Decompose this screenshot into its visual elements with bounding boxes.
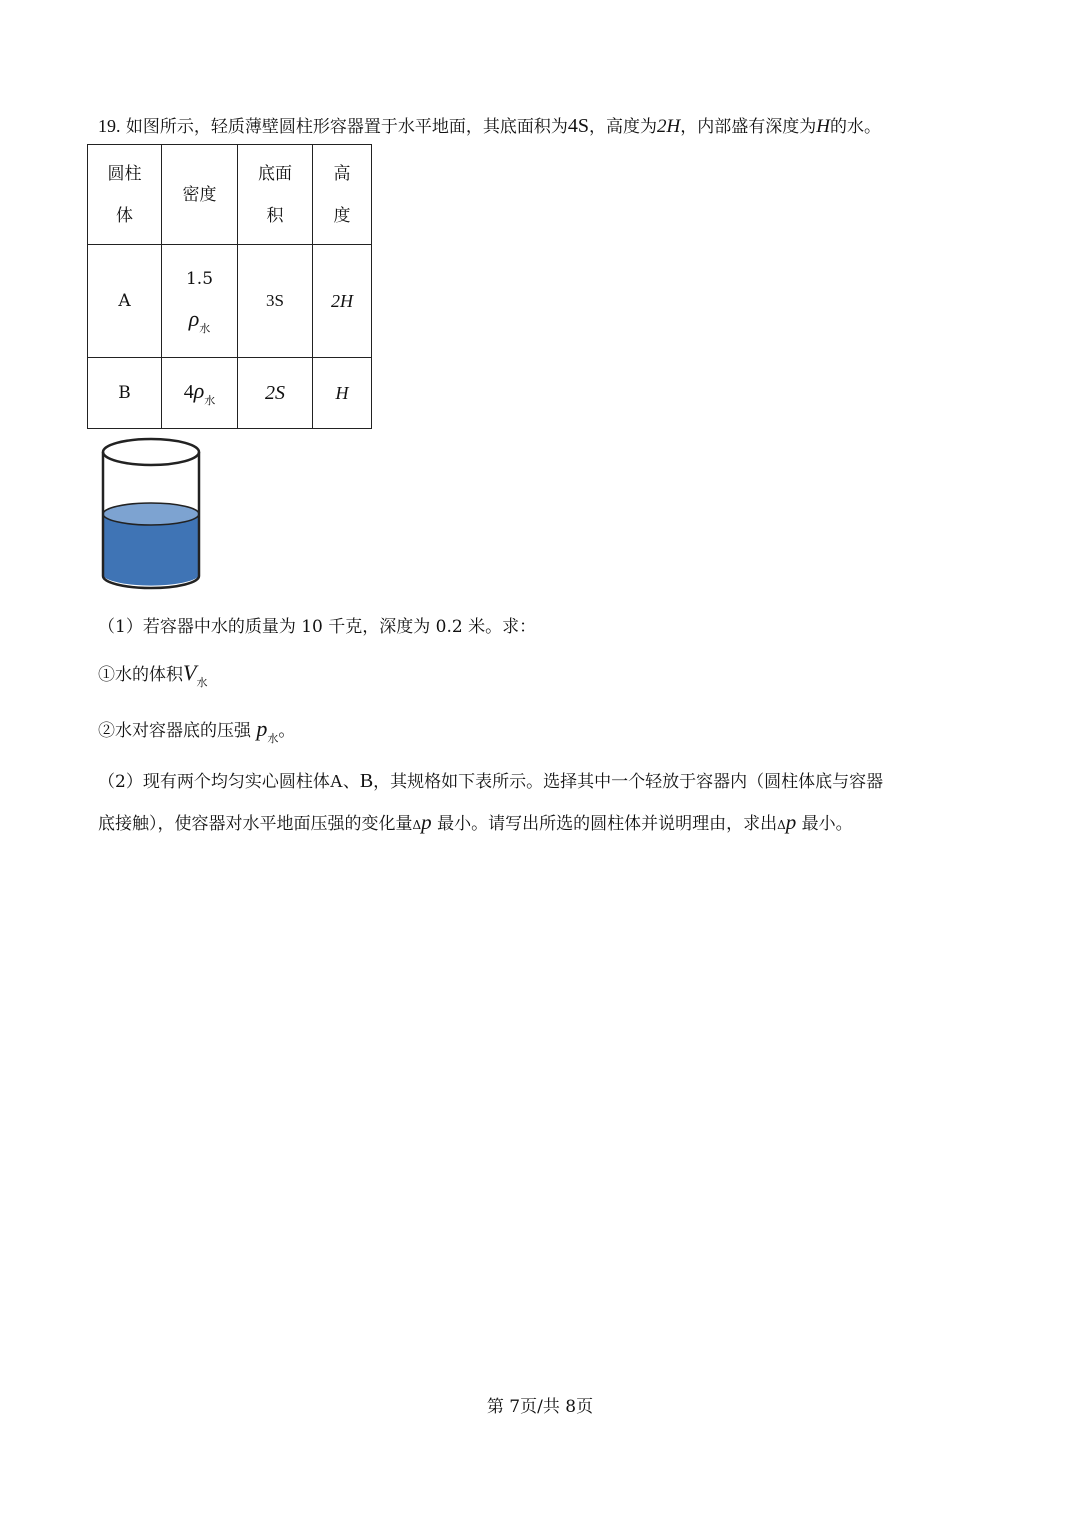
header-density xyxy=(162,145,238,245)
header-cylinder-line1: 圆柱 xyxy=(107,163,142,184)
stem-text: 如图所示，轻质薄壁圆柱形容器置于水平地面，其底面积为 xyxy=(125,117,568,137)
row-b-area: 2S xyxy=(238,358,313,429)
stem-mid2: ，内部盛有深度为 xyxy=(680,117,817,137)
item1-symbol: V xyxy=(183,660,197,685)
item1-prefix: ①水的体积 xyxy=(98,665,183,685)
stem-end: 的水。 xyxy=(830,117,881,137)
part2-line2 xyxy=(98,809,853,835)
row-b-name: B xyxy=(88,358,162,429)
item1-sub: 水 xyxy=(196,676,208,689)
part2-line1-b: ，其规格如下表所示。选择其中一个轻放于容器内（圆柱体底与容器 xyxy=(373,772,884,792)
delta-symbol: Δ xyxy=(412,818,422,832)
item2-end: 。 xyxy=(278,721,296,741)
part2-line1 xyxy=(98,767,883,793)
container-figure xyxy=(100,436,204,596)
item2-symbol: p xyxy=(256,716,268,741)
part1-item1 xyxy=(98,660,208,689)
part2-sep: 、 xyxy=(342,772,360,792)
header-cylinder-line2: 体 xyxy=(116,205,133,226)
p-symbol: p xyxy=(421,810,432,834)
row-a-density-symbol-wrap xyxy=(162,299,237,343)
row-a-density-sub: 水 xyxy=(199,322,211,335)
part2-line1-a: （2）现有两个均匀实心圆柱体 xyxy=(98,772,330,792)
header-area-line2: 积 xyxy=(266,205,284,226)
stem-area: 4S xyxy=(567,115,590,137)
row-a-density-symbol: ρ xyxy=(188,306,200,331)
container-rim xyxy=(103,439,199,465)
item2-sub: 水 xyxy=(267,732,279,745)
row-a-height: 2H xyxy=(313,245,372,358)
table-row xyxy=(88,245,372,358)
part2-line2-a: 底接触），使容器对水平地面压强的变化量 xyxy=(98,814,413,834)
header-cylinder xyxy=(88,145,162,245)
part2-cylinder-a: A xyxy=(329,771,343,791)
row-b-density-coef: 4 xyxy=(183,381,194,403)
stem-height: 2H xyxy=(657,116,681,137)
table-row xyxy=(88,358,372,429)
part1-intro: （1）若容器中水的质量为 10 千克，深度为 0.2 米。求： xyxy=(98,617,537,637)
row-a-density xyxy=(162,245,238,358)
question-number: 19. xyxy=(98,116,121,136)
row-b-density-symbol: ρ xyxy=(193,378,205,403)
row-a-area: 3S xyxy=(238,245,313,358)
row-a-density-coef: 1.5 xyxy=(185,269,214,289)
part1-item2 xyxy=(98,716,296,745)
part2-line2-b: 最小。请写出所选的圆柱体并说明理由，求出 xyxy=(437,814,778,834)
part2-line2-c: 最小。 xyxy=(801,814,853,834)
header-area-line1: 底面 xyxy=(258,163,292,184)
table-header-row xyxy=(88,145,372,245)
part2-cylinder-b: B xyxy=(359,770,374,792)
header-density-text: 密度 xyxy=(182,184,217,205)
header-height-line1: 高 xyxy=(333,163,351,184)
stem-mid: ，高度为 xyxy=(589,117,658,137)
row-b-density xyxy=(162,358,238,429)
header-area xyxy=(238,145,313,245)
header-height-line2: 度 xyxy=(333,205,351,226)
question-stem xyxy=(98,112,881,138)
water-surface xyxy=(103,503,199,525)
page-footer: 第 7页/共 8页 xyxy=(486,1397,594,1417)
header-height xyxy=(313,145,372,245)
item2-prefix: ②水对容器底的压强 xyxy=(98,721,251,741)
p-symbol: p xyxy=(785,810,797,834)
delta-symbol: Δ xyxy=(777,818,786,832)
row-b-height: H xyxy=(313,358,372,429)
row-a-name: A xyxy=(88,245,162,358)
row-b-density-sub: 水 xyxy=(204,394,216,407)
cylinder-spec-table xyxy=(87,144,372,429)
stem-depth: H xyxy=(816,116,830,137)
